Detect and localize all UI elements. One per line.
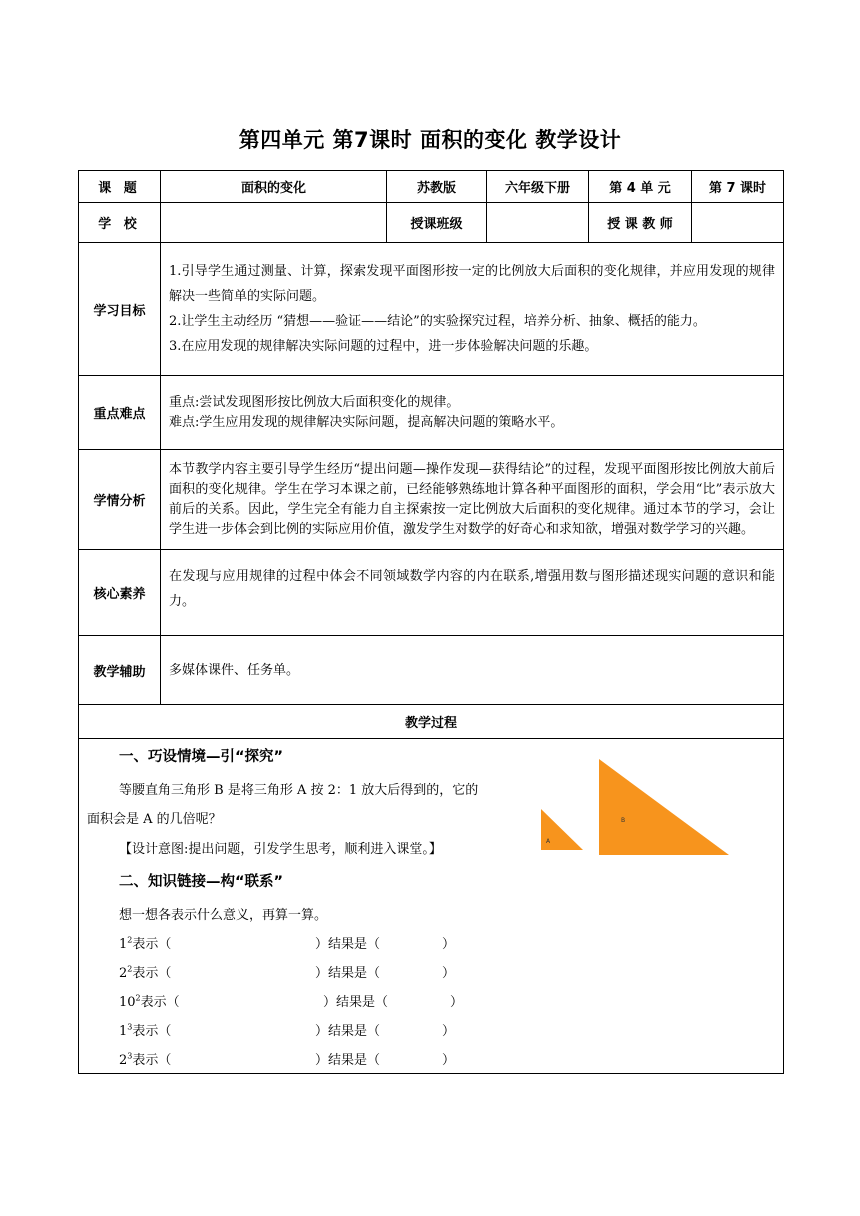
exercise-base: 2	[119, 1053, 128, 1068]
exercise-base: 1	[119, 1024, 128, 1039]
exercise-base: 2	[119, 966, 128, 981]
exercise-meaning-prompt: 表示（	[132, 1053, 172, 1068]
objectives-content	[161, 243, 784, 376]
exercise-row	[119, 991, 180, 1010]
unit-cell: 第 4 单 元	[589, 171, 692, 203]
analysis-text: 本节教学内容主要引导学生经历“提出问题—操作发现—获得结论”的过程，发现平面图形按比例放大前后面积的变化规律。学生在学习本课之前，已经能够熟练地计算各种平面图形的面积，学会用“比”表示放大前后的关系。因此，学生完全有能力自主探索按一定比例放大后面积的变化规律。通过本节的学习，会让学生进一步体会到比例的实际应用价值，激发学生对数学的好奇心和求知欲，增强对数学学习的兴趣。	[169, 461, 775, 537]
triangle-a-label: A	[546, 838, 551, 845]
literacy-content	[161, 550, 784, 636]
exercise-meaning-prompt: 表示（	[132, 966, 172, 981]
exercise-result-prompt: ）结果是（	[315, 1053, 381, 1068]
section-1-design-intent: 【设计意图:提出问题，引发学生思考，顺利进入课堂。】	[119, 842, 442, 857]
topic-label: 课 题	[79, 171, 161, 203]
exercise-close-paren: ）	[450, 995, 464, 1010]
exercise-close-paren: ）	[442, 1024, 456, 1039]
exercise-row	[119, 933, 171, 952]
difficulty-text: 难点:学生应用发现的规律解决实际问题，提高解决问题的策略水平。	[169, 414, 564, 430]
header-row-1	[79, 171, 784, 203]
process-heading: 教学过程	[79, 705, 784, 739]
objective-item: 3.在应用发现的规律解决实际问题的过程中，进一步体验解决问题的乐趣。	[169, 339, 598, 354]
exercise-result-prompt: ）结果是（	[315, 966, 381, 981]
key-point-text: 重点:尝试发现图形按比例放大后面积变化的规律。	[169, 394, 460, 410]
process-heading-row	[79, 705, 784, 739]
literacy-label: 核心素养	[79, 550, 161, 636]
exercise-exponent: 2	[135, 993, 141, 1003]
key-points-content	[161, 376, 784, 450]
analysis-row	[79, 450, 784, 550]
exercise-meaning-prompt: 表示（	[140, 995, 180, 1010]
analysis-label: 学情分析	[79, 450, 161, 550]
key-points-label: 重点难点	[79, 376, 161, 450]
objectives-row	[79, 243, 784, 376]
aids-label: 教学辅助	[79, 636, 161, 705]
aids-row	[79, 636, 784, 705]
literacy-text: 在发现与应用规律的过程中体会不同领域数学内容的内在联系,增强用数与图形描述现实问题的意识和能力。	[169, 569, 775, 609]
exercise-close-paren: ）	[442, 966, 456, 981]
objective-item: 2.让学生主动经历 “猜想——验证——结论”的实验探究过程，培养分析、抽象、概括的能力。	[169, 314, 706, 329]
process-row	[79, 739, 784, 1074]
aids-text: 多媒体课件、任务单。	[169, 662, 300, 678]
class-label: 授课班级	[387, 203, 487, 243]
publisher-cell: 苏教版	[387, 171, 487, 203]
exercise-row	[119, 1020, 171, 1039]
literacy-row	[79, 550, 784, 636]
section-2-title: 二、知识链接—构“联系”	[119, 874, 284, 890]
triangles-figure	[539, 757, 734, 857]
exercise-result-prompt: ）结果是（	[323, 995, 389, 1010]
triangle-b-label: B	[621, 817, 626, 824]
school-label: 学 校	[79, 203, 161, 243]
teacher-label: 授 课 教 师	[589, 203, 692, 243]
exercise-exponent: 2	[127, 935, 133, 945]
exercise-exponent: 3	[127, 1051, 133, 1061]
teacher-value	[692, 203, 784, 243]
key-points-row	[79, 376, 784, 450]
exercise-close-paren: ）	[442, 937, 456, 952]
class-value	[487, 203, 589, 243]
exercise-close-paren: ）	[442, 1053, 456, 1068]
section-1-question-line-1: 等腰直角三角形 B 是将三角形 A 按 2：1 放大后得到的，它的	[119, 783, 479, 798]
triangle-b	[599, 759, 729, 855]
exercise-meaning-prompt: 表示（	[132, 937, 172, 952]
objectives-label: 学习目标	[79, 243, 161, 376]
exercise-base: 1	[119, 937, 128, 952]
section-1-question-line-2: 面积会是 A 的几倍呢？	[87, 812, 222, 827]
header-row-2	[79, 203, 784, 243]
exercise-row	[119, 962, 171, 981]
exercise-exponent: 3	[127, 1022, 133, 1032]
grade-cell: 六年级下册	[487, 171, 589, 203]
lesson-cell: 第 7 课时	[692, 171, 784, 203]
objective-item: 1.引导学生通过测量、计算，探索发现平面图形按一定的比例放大后面积的变化规律，并应用发现的规律解决一些简单的实际问题。	[169, 264, 775, 304]
section-1-title: 一、巧设情境—引“探究”	[119, 749, 284, 765]
exercise-result-prompt: ）结果是（	[315, 1024, 381, 1039]
process-content	[79, 739, 784, 1074]
school-value	[161, 203, 387, 243]
topic-value: 面积的变化	[161, 171, 387, 203]
exercise-result-prompt: ）结果是（	[315, 937, 381, 952]
analysis-content	[161, 450, 784, 550]
exercise-base: 10	[119, 995, 136, 1010]
aids-content	[161, 636, 784, 705]
page-title: 第四单元 第7课时 面积的变化 教学设计	[238, 128, 622, 152]
lesson-plan-table	[78, 170, 784, 1074]
exercise-row	[119, 1049, 171, 1068]
exercise-meaning-prompt: 表示（	[132, 1024, 172, 1039]
section-2-intro: 想一想各表示什么意义，再算一算。	[119, 908, 328, 923]
exercise-exponent: 2	[127, 964, 133, 974]
